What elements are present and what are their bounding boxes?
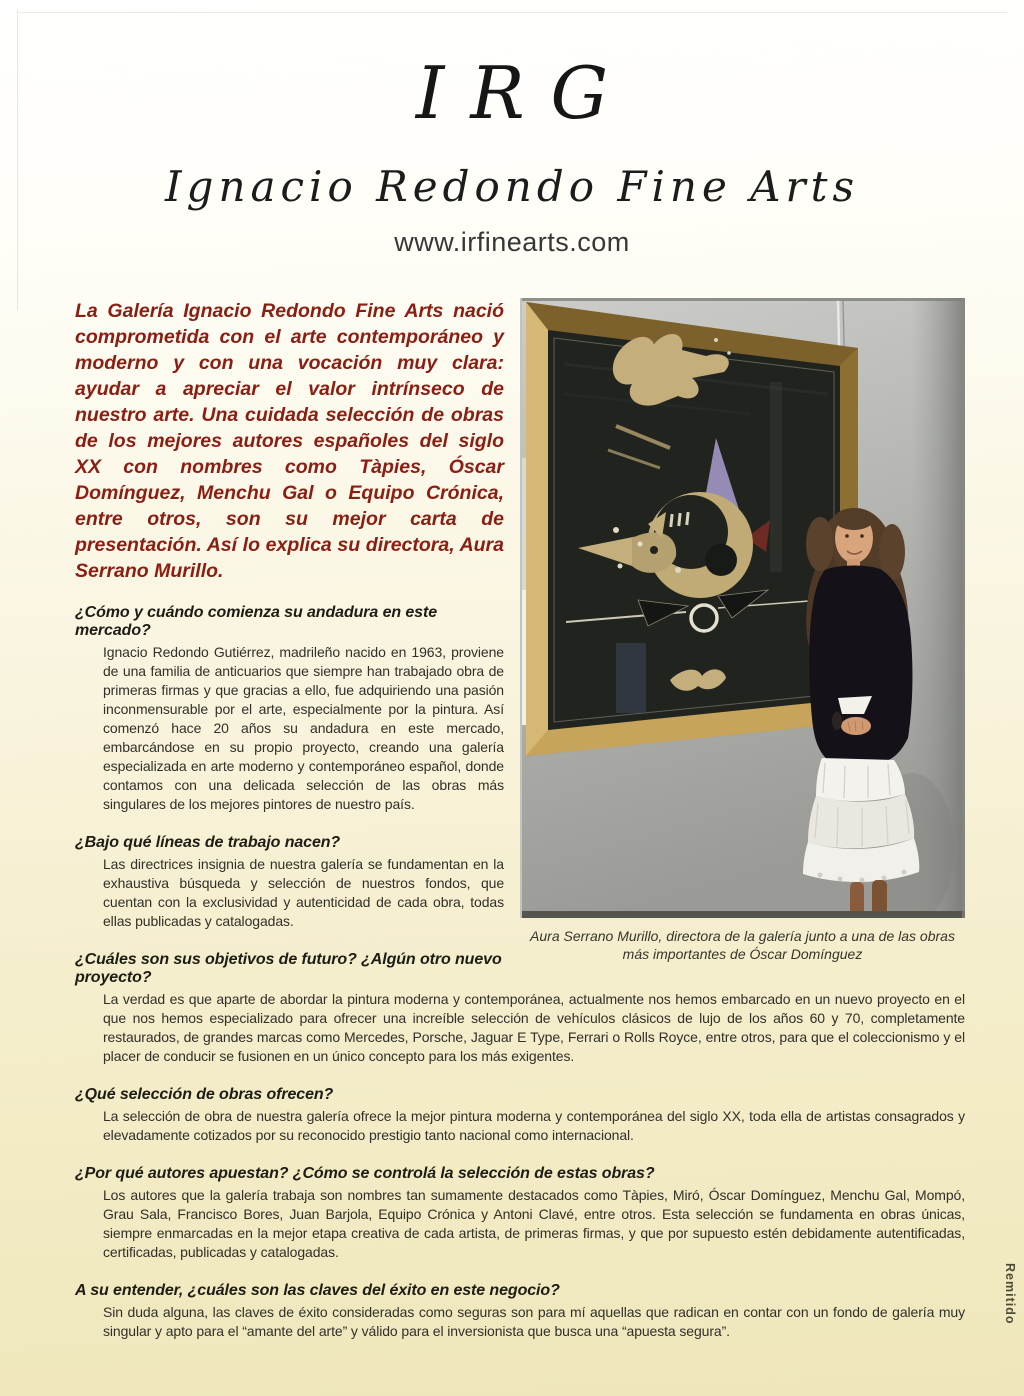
intro-paragraph: La Galería Ignacio Redondo Fine Arts nació comprometida con el arte contemporáneo y moderno y con una vocación muy clara: ayudar a apreciar el valor intrínseco de nuestro arte. Una cuidada selección de obras de los mejores autores españoles del siglo XX con nombres como Tàpies, Óscar Domínguez, Menchu Gal o Equipo Crónica, entre otros, son su mejor carta de presentación. Así lo explica su directora, Aura Serrano Murillo. — [75, 299, 504, 582]
abstract-painting — [548, 330, 840, 730]
face — [834, 508, 874, 563]
question: A su entender, ¿cuáles son las claves del éxito en este negocio? — [75, 1281, 560, 1299]
answer: Los autores que la galería trabaja son nombres tan sumamente destacados como Tàpies, Miró, Óscar Domínguez, Menchu Gal, Mompó, Grau Sala, Francisco Bores, Juan Barjola, Equipo Crónica y Antoni Clavé, entre otros. Esta selección se fundamenta en obras únicas, siempre enmarcadas en la mejor etapa creativa de cada artista, de primeras firmas, y que por supuesto estén debidamente autentificadas, certificadas, publicadas y catalogadas. — [103, 1186, 965, 1260]
logo-gallery-name: Ignacio Redondo Fine Arts — [164, 161, 860, 211]
photo-caption: Aura Serrano Murillo, directora de la galería junto a una de las obras más importantes de Óscar Domínguez — [530, 927, 955, 962]
answer: La selección de obra de nuestra galería ofrece la mejor pintura moderna y contemporánea del siglo XX, toda ella de artistas consagrados y elevadamente cotizados por su reconocido prestigio tanto nacional como internacional. — [103, 1107, 965, 1143]
qa-section-4 — [75, 1086, 965, 1145]
logo-monogram: IRG — [415, 51, 635, 135]
scan-edge-vertical — [17, 10, 18, 310]
answer: Las directrices insignia de nuestra galería se fundamentan en la exhaustiva búsqueda y selección de nuestros fondos, que cuentan con la exclusividad y autenticidad de cada obra, todas ellas publicadas y catalogadas. — [103, 855, 504, 929]
answer: Ignacio Redondo Gutiérrez, madrileño nacido en 1963, proviene de una familia de anticuarios que siempre han trabajado obra de primeras firmas y que gracias a ello, fue adquiriendo una pasión inconmensurable por el arte, especialmente por la pintura. Así comenzó hace 20 años su andadura en este mercado, embarcándose en su propio proyecto, creando una galería especializada en arte moderno y contemporáneo español, donde contamos con una delicada selección de las obras más singulares de los mejores pintores de nuestro país. — [103, 643, 504, 812]
scan-edge-horizontal — [17, 12, 1007, 13]
answer: La verdad es que aparte de abordar la pintura moderna y contemporánea, actualmente nos hemos embarcado en un nuevo proyecto en el que nos hemos especializado para ofrecer una increíble selección de vehículos clásicos de lujo de los años 60 y 70, completamente restaurados, de grandes marcas como Mercedes, Porsche, Jaguar E Type, Ferrari o Rolls Royce, entre otros, para que el coleccionismo y el placer de conducir se fusionen en un único concepto para los más exigentes. — [103, 990, 965, 1064]
header — [0, 0, 1024, 258]
qa-section-3 — [75, 951, 965, 1066]
question: ¿Bajo qué líneas de trabajo nacen? — [75, 833, 341, 851]
bracelet — [832, 712, 842, 730]
question: ¿Qué selección de obras ofrecen? — [75, 1085, 334, 1103]
question: ¿Por qué autores apuestan? ¿Cómo se controlá la selección de estas obras? — [75, 1164, 655, 1182]
website-url: www.irfinearts.com — [394, 226, 630, 257]
qa-section-5 — [75, 1165, 965, 1262]
white-skirt — [803, 758, 919, 883]
remitido-label: Remitido — [1003, 1263, 1017, 1325]
photo-figure — [520, 298, 965, 963]
article-body — [75, 298, 965, 1341]
question: ¿Cuáles son sus objetivos de futuro? ¿Algún otro nuevo proyecto? — [75, 950, 502, 986]
answer: Sin duda alguna, las claves de éxito consideradas como seguras son para mí aquellas que radican en contar con un fondo de galería muy singular y apto para el “amante del arte” y válido para el inversionista que busca una “apuesta segura”. — [103, 1303, 965, 1339]
legs — [850, 882, 864, 916]
question: ¿Cómo y cuándo comienza su andadura en este mercado? — [75, 603, 438, 639]
gallery-photo — [520, 298, 965, 918]
qa-section-6 — [75, 1282, 965, 1341]
